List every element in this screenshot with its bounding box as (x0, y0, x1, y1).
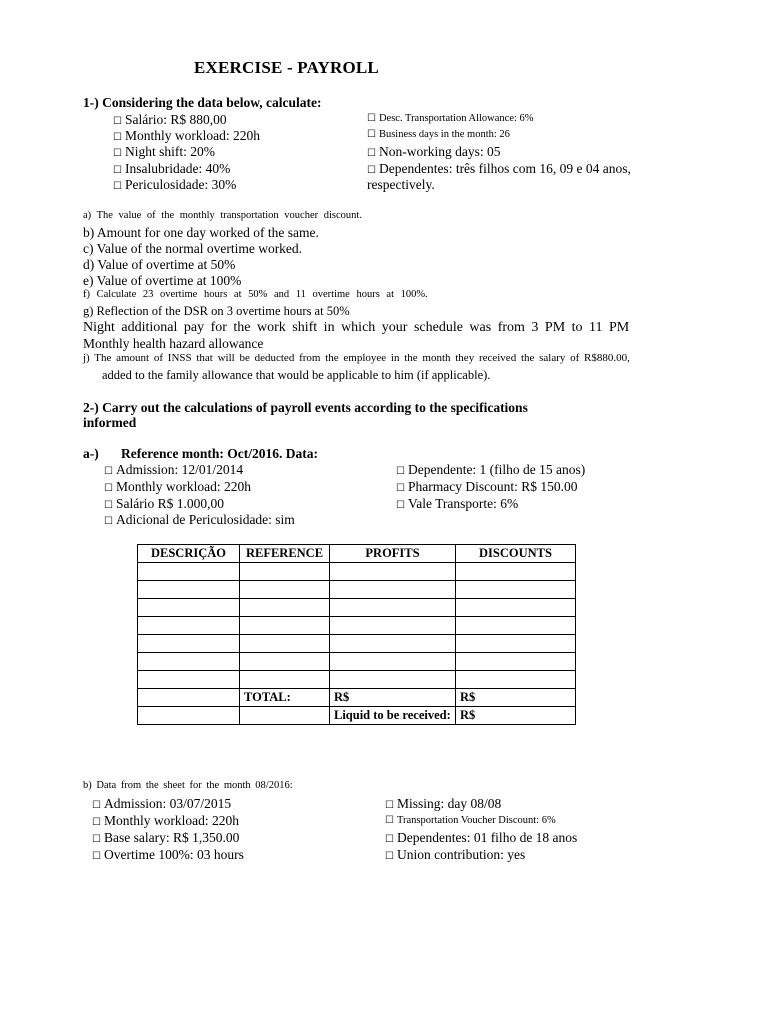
col-header-descricao: DESCRIÇÃO (138, 545, 240, 563)
table-cell (240, 581, 330, 599)
question-1-heading: 1-) Considering the data below, calculate: (83, 95, 322, 110)
table-header-row (138, 545, 576, 563)
question-2-heading-cont: informed (83, 415, 137, 430)
table-cell (330, 563, 456, 581)
q1-item-dependentes: ☐ Dependentes: três filhos com 16, 09 e 04 anos, (367, 161, 631, 177)
q1-task-h: Night additional pay for the work shift in which your schedule was from 3 PM to 11 PM (83, 320, 630, 335)
q1-task-d: d) Value of overtime at 50% (83, 257, 236, 272)
q1-item-salary: ☐ Salário: R$ 880,00 (113, 112, 227, 128)
q1-task-g: g) Reflection of the DSR on 3 overtime hours at 50% (83, 304, 350, 318)
q2-b-dependentes: ☐ Dependentes: 01 filho de 18 anos (385, 830, 577, 846)
q1-item-night-shift: ☐ Night shift: 20% (113, 144, 215, 160)
q1-task-j-line1: j) The amount of INSS that will be deducted from the employee in the month they received the salary of R$880.00, (83, 352, 630, 364)
table-cell (240, 653, 330, 671)
liquid-value: R$ (456, 707, 576, 725)
q1-item-dependentes-cont: respectively. (367, 177, 435, 192)
q2-a-heading: Reference month: Oct/2016. Data: (121, 446, 318, 461)
page-title: EXERCISE - PAYROLL (194, 58, 379, 77)
q2-b-transport-discount: ☐ Transportation Voucher Discount: 6% (385, 815, 556, 826)
q1-task-j-line2: added to the family allowance that would be applicable to him (if applicable). (102, 368, 491, 382)
table-cell (330, 671, 456, 689)
q2-a-admission: ☐ Admission: 12/01/2014 (104, 462, 243, 478)
table-cell (456, 563, 576, 581)
table-liquid-row (138, 707, 576, 725)
col-header-profits: PROFITS (330, 545, 456, 563)
table-cell (138, 617, 240, 635)
table-cell (330, 599, 456, 617)
table-cell (240, 617, 330, 635)
q2-b-missing: ☐ Missing: day 08/08 (385, 796, 501, 812)
table-row (138, 671, 576, 689)
table-cell (138, 563, 240, 581)
table-cell (456, 617, 576, 635)
table-cell (138, 635, 240, 653)
q1-task-i: Monthly health hazard allowance (83, 336, 264, 351)
table-cell (330, 581, 456, 599)
table-cell (240, 599, 330, 617)
table-row (138, 635, 576, 653)
table-cell (330, 635, 456, 653)
total-profits: R$ (330, 689, 456, 707)
table-row (138, 581, 576, 599)
table-cell (138, 599, 240, 617)
table-row (138, 599, 576, 617)
table-cell (456, 671, 576, 689)
liquid-label: Liquid to be received: (330, 707, 456, 725)
q1-task-a: a) The value of the monthly transportation voucher discount. (83, 210, 362, 221)
col-header-discounts: DISCOUNTS (456, 545, 576, 563)
q1-item-transport: ☐ Desc. Transportation Allowance: 6% (367, 113, 534, 124)
q2-b-base-salary: ☐ Base salary: R$ 1,350.00 (92, 830, 239, 846)
q2-a-workload: ☐ Monthly workload: 220h (104, 479, 251, 495)
table-cell (240, 563, 330, 581)
payroll-table (137, 544, 576, 725)
table-row (138, 653, 576, 671)
table-cell (456, 599, 576, 617)
q1-task-e: e) Value of overtime at 100% (83, 273, 242, 288)
q2-b-overtime: ☐ Overtime 100%: 03 hours (92, 847, 244, 863)
table-cell (138, 653, 240, 671)
q2-b-heading: b) Data from the sheet for the month 08/2016: (83, 780, 293, 791)
table-cell (240, 707, 330, 725)
table-cell (456, 635, 576, 653)
col-header-reference: REFERENCE (240, 545, 330, 563)
q2-b-union: ☐ Union contribution: yes (385, 847, 525, 863)
q1-task-c: c) Value of the normal overtime worked. (83, 241, 303, 256)
table-cell (138, 671, 240, 689)
table-row (138, 563, 576, 581)
table-cell (240, 671, 330, 689)
q2-b-admission: ☐ Admission: 03/07/2015 (92, 796, 231, 812)
table-total-row (138, 689, 576, 707)
q1-item-workload: ☐ Monthly workload: 220h (113, 128, 260, 144)
table-cell (138, 707, 240, 725)
q2-a-label: a-) (83, 446, 99, 461)
q2-b-workload: ☐ Monthly workload: 220h (92, 813, 239, 829)
q2-a-dependente: ☐ Dependente: 1 (filho de 15 anos) (396, 462, 585, 478)
q1-task-f: f) Calculate 23 overtime hours at 50% and 11 overtime hours at 100%. (83, 289, 428, 300)
total-discounts: R$ (456, 689, 576, 707)
q2-a-periculosidade: ☐ Adicional de Periculosidade: sim (104, 512, 295, 528)
q1-item-business-days: ☐ Business days in the month: 26 (367, 129, 510, 140)
table-cell (138, 689, 240, 707)
total-label: TOTAL: (240, 689, 330, 707)
q1-item-non-working: ☐ Non-working days: 05 (367, 144, 500, 160)
table-cell (330, 653, 456, 671)
q2-a-salary: ☐ Salário R$ 1.000,00 (104, 496, 224, 512)
q2-a-pharmacy: ☐ Pharmacy Discount: R$ 150.00 (396, 479, 577, 495)
question-2-heading: 2-) Carry out the calculations of payroll events according to the specifications (83, 400, 528, 415)
table-cell (138, 581, 240, 599)
table-cell (330, 617, 456, 635)
table-row (138, 617, 576, 635)
table-cell (240, 635, 330, 653)
table-cell (456, 653, 576, 671)
q2-a-vale-transporte: ☐ Vale Transporte: 6% (396, 496, 518, 512)
q1-item-periculosidade: ☐ Periculosidade: 30% (113, 177, 236, 193)
q1-item-insalubridade: ☐ Insalubridade: 40% (113, 161, 230, 177)
table-cell (456, 581, 576, 599)
q1-task-b: b) Amount for one day worked of the same. (83, 225, 319, 240)
